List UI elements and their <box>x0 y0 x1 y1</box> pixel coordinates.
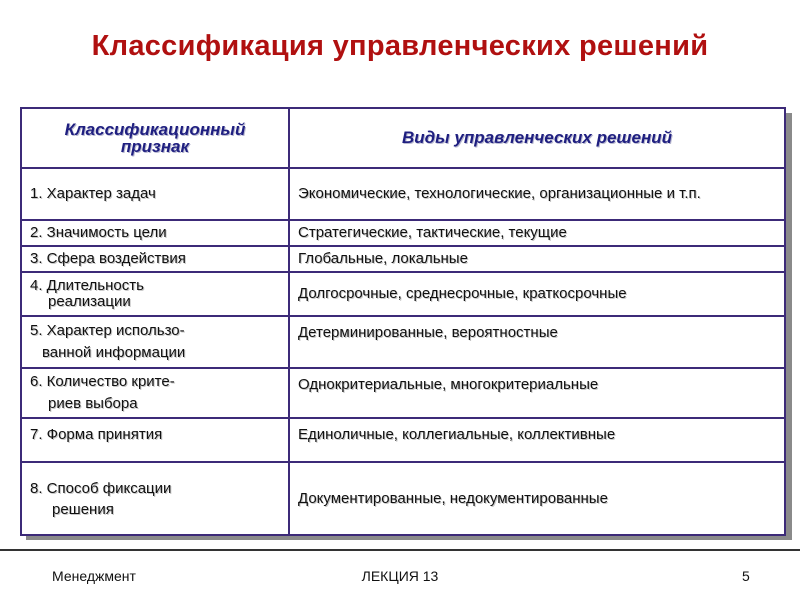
row-sign-line2: решения <box>52 500 114 518</box>
row-sign-line1: 6. Количество крите- <box>30 373 175 390</box>
footer-divider <box>0 549 800 551</box>
classification-table <box>20 107 786 536</box>
row-sign-line1: 8. Способ фиксации <box>30 479 172 497</box>
row-types: Детерминированные, вероятностные <box>289 316 785 368</box>
row-sign: 1. Характер задач <box>21 168 289 220</box>
row-sign-line2: ванной информации <box>42 344 186 361</box>
row-sign: 2. Значимость цели <box>21 220 289 246</box>
row-sign: 3. Сфера воздействия <box>21 246 289 272</box>
table-row <box>21 316 785 368</box>
footer-lecture: ЛЕКЦИЯ 13 <box>361 568 439 584</box>
table-row <box>21 462 785 535</box>
row-sign <box>21 316 289 368</box>
table-row <box>21 368 785 418</box>
row-sign-line2: реализации <box>48 293 131 310</box>
table-row <box>21 418 785 462</box>
slide-title: Классификация управленческих решений <box>91 30 709 62</box>
table-row <box>21 246 785 272</box>
header-sign: Классификационный признак <box>21 108 289 168</box>
row-sign <box>21 368 289 418</box>
footer-page-number: 5 <box>742 568 750 584</box>
row-sign <box>21 272 289 316</box>
row-types: Стратегические, тактические, текущие <box>289 220 785 246</box>
row-sign: 7. Форма принятия <box>21 418 289 462</box>
row-types: Экономические, технологические, организационные и т.п. <box>289 168 785 220</box>
footer-course: Менеджмент <box>52 568 136 584</box>
row-types: Глобальные, локальные <box>289 246 785 272</box>
table-header-row <box>21 108 785 168</box>
table-row <box>21 220 785 246</box>
row-sign-line2: риев выбора <box>48 395 138 412</box>
row-sign-line1: 5. Характер использо- <box>30 322 185 339</box>
row-types: Единоличные, коллегиальные, коллективные <box>289 418 785 462</box>
table-row <box>21 272 785 316</box>
header-types: Виды управленческих решений <box>289 108 785 168</box>
row-types: Однокритериальные, многокритериальные <box>289 368 785 418</box>
row-types: Долгосрочные, среднесрочные, краткосрочные <box>289 272 785 316</box>
row-sign-line1: 4. Длительность <box>30 277 144 294</box>
row-sign <box>21 462 289 535</box>
table-row <box>21 168 785 220</box>
row-types: Документированные, недокументированные <box>289 462 785 535</box>
